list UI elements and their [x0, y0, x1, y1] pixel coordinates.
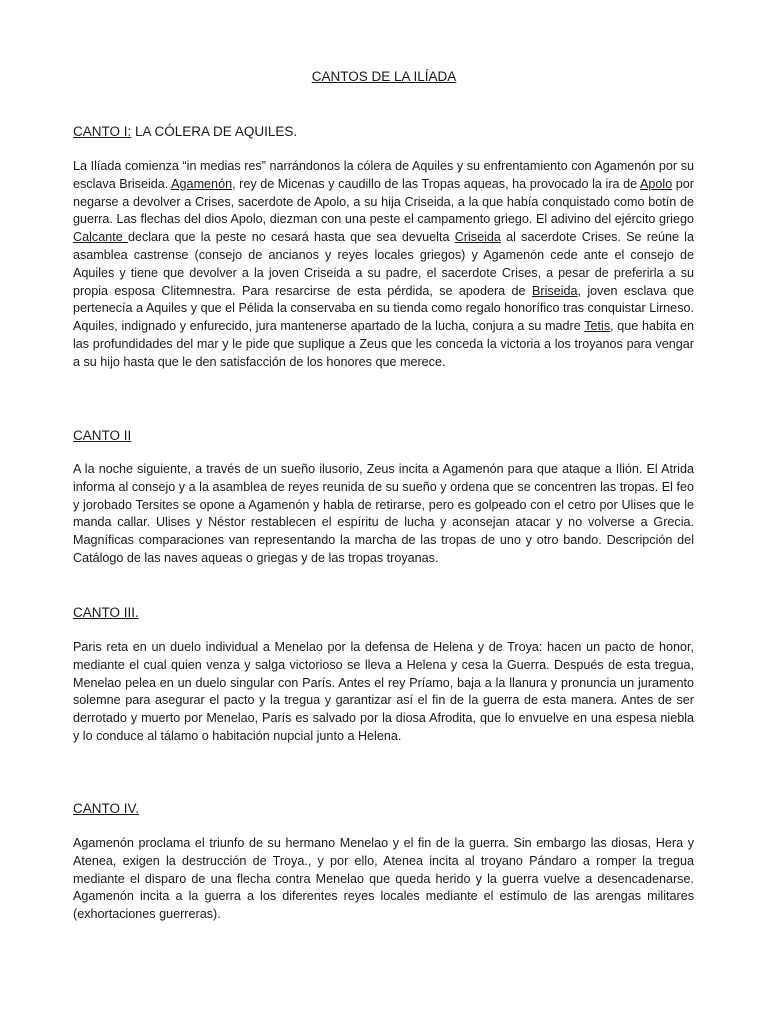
canto-3-paragraph: Paris reta en un duelo individual a Menelao por la defensa de Helena y de Troya: hacen un pacto de honor, mediante el cual quien venza y salga victorioso se lleva a Helena y cesa la Guerra. Después de esta tregua, Menelao pelea en un duelo singular con París. Antes el rey Príamo, baja a la llanura y pronuncia un juramento solemne para asegurar el pacto y la tregua y garantizar así el fin de la guerra de esta manera. Antes de ser derrotado y muerto por Menelao, París es salvado por la diosa Afrodita, que lo envuelve en una espesa niebla y lo conduce al tálamo o habitación nupcial junto a Helena.	[73, 640, 694, 743]
canto-1-text: al sacerdote Crises. Se reúne la asamblea castrense (consejo de ancianos y reyes locales griegos) y Agamenón cede ante el consejo de Aquiles y tiene que devolver a la joven Criseida a su padre, el sacerdote Crises, a pesar de preferirla a su propia esposa Clitemnestra. Para resarcirse de esta pérdida, se apodera de	[73, 230, 694, 298]
canto-3-heading: CANTO III.	[73, 605, 139, 620]
canto-1-heading-label: CANTO I:	[73, 124, 132, 139]
canto-1-text: , joven esclava que pertenecía a Aquiles y que el Pélida la conservaba en su tienda como regalo honorífico tras conquistar Lirneso. Aquiles, indignado y enfurecido, jura mantenerse apartado de la lucha, conjura a su madre	[73, 283, 694, 334]
link-calcante: Calcante	[73, 230, 128, 245]
canto-1-text: por negarse a devolver a Crises, sacerdote de Apolo, a su hija Criseida, a la que había conquistado como botín de guerra. Las flechas del dios Apolo, diezman con una peste el campamento griego. El adivino del ejército griego	[73, 176, 694, 227]
link-criseida: Criseida	[454, 230, 501, 245]
canto-2-paragraph: A la noche siguiente, a través de un sueño ilusorio, Zeus incita a Agamenón para que ataque a Ilión. El Atrida informa al consejo y a la asamblea de reyes reunida de su sueño y ordena que se concentren las tropas. El feo y jorobado Tersites se opone a Agamenón y habla de retirarse, pero es golpeado con el cetro por Ulises que le manda callar. Ulises y Néstor restablecen el espíritu de lucha y aconsejan atacar y no volverse a Grecia. Magníficas comparaciones van representando la marcha de las tropas de uno y otro bando. Descripción del Catálogo de las naves aqueas o griegas y de las tropas troyanas.	[73, 462, 694, 565]
canto-1-heading-rest: LA CÓLERA DE AQUILES.	[131, 124, 298, 139]
canto-4-paragraph: Agamenón proclama el triunfo de su hermano Menelao y el fin de la guerra. Sin embargo las diosas, Hera y Atenea, exigen la destrucción de Troya., y por ello, Atenea incita al troyano Pándaro a romper la tregua mediante el disparo de una flecha contra Menelao que queda herido y la guerra vuelve a desencadenarse. Agamenón incita a la guerra a los diferentes reyes locales mediante el estímulo de las arengas militares (exhortaciones guerreras).	[73, 836, 694, 922]
link-apolo: Apolo	[639, 176, 673, 191]
canto-4-heading: CANTO IV.	[73, 801, 140, 816]
canto-2-heading: CANTO II	[73, 428, 132, 443]
document-title: CANTOS DE LA ILÍADA	[311, 69, 457, 84]
canto-1-text: declara que la peste no cesará hasta que sea devuelta	[127, 230, 455, 245]
canto-1-heading	[73, 124, 297, 139]
canto-1-paragraph	[73, 158, 694, 372]
link-tetis: Tetis	[584, 319, 611, 334]
canto-1-text: , que habita en las profundidades del mar y le pide que suplique a Zeus que les conceda la victoria a los troyanos para vengar a su hijo hasta que le den satisfacción de los honores que merece.	[73, 319, 694, 369]
link-briseida: Briseida	[531, 283, 578, 298]
canto-1-text: La Ilíada comienza “in medias res” narrándonos la cólera de Aquiles y su enfrentamiento con Agamenón por su esclava Briseida.	[73, 159, 694, 191]
link-agamenon: Agamenón,	[171, 176, 236, 191]
canto-1-text: rey de Micenas y caudillo de las Tropas aqueas, ha provocado la ira de	[235, 176, 640, 191]
